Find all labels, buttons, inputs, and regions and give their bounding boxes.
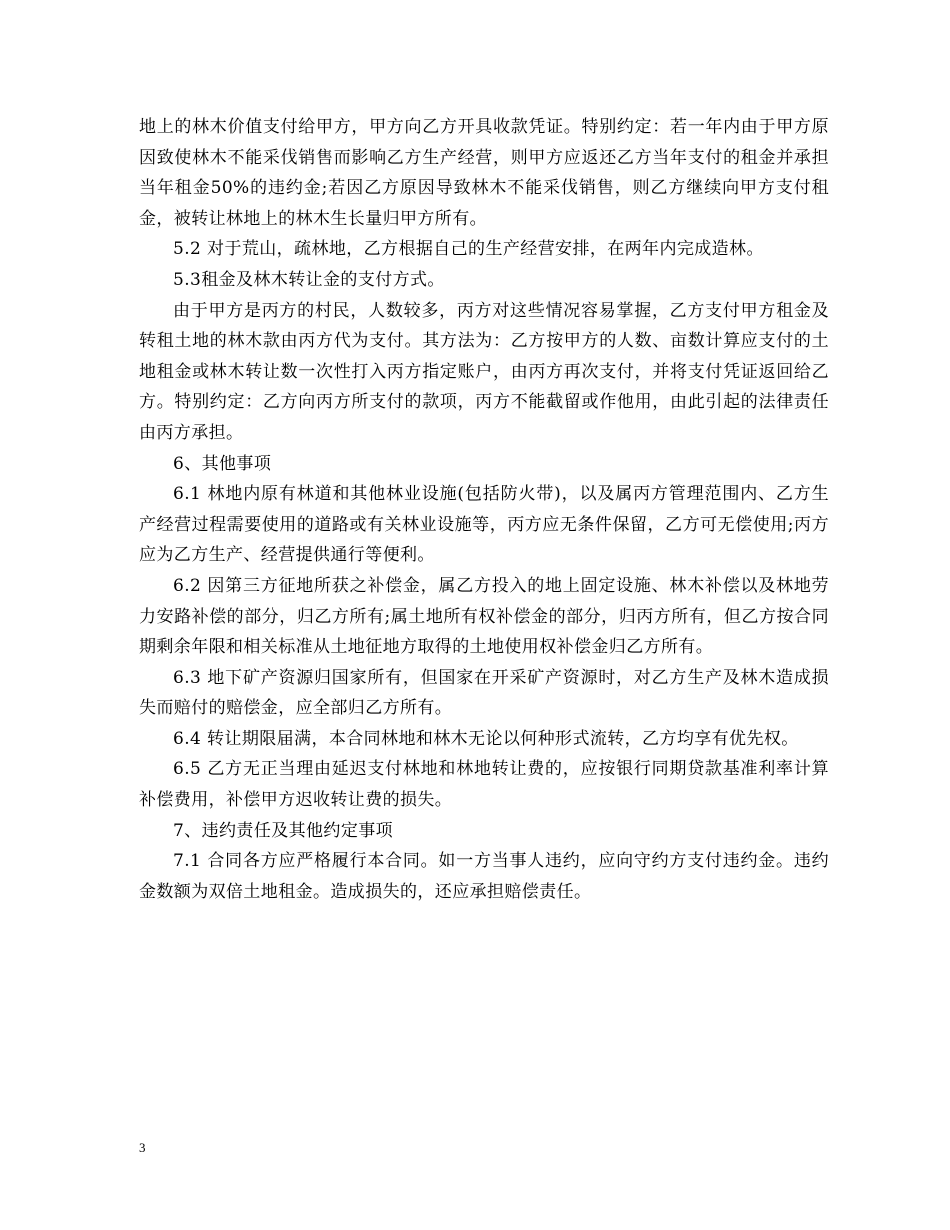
- clause-7-1: 7.1 合同各方应严格履行本合同。如一方当事人违约，应向守约方支付违约金。违约金数额为双倍土地租金。造成损失的，还应承担赔偿责任。: [139, 851, 829, 902]
- clause-5-3-body: 由于甲方是丙方的村民，人数较多，丙方对这些情况容易掌握，乙方支付甲方租金及转租土地的林木款由丙方代为支付。其方法为：乙方按甲方的人数、亩数计算应支付的土地租金或林木转让数一次性打入丙方指定账户，由丙方再次支付，并将支付凭证返回给乙方。特别约定：乙方向丙方所支付的款项，丙方不能截留或作他用，由此引起的法律责任由丙方承担。: [139, 300, 829, 443]
- clause-5-3: 5.3租金及林木转让金的支付方式。: [173, 269, 445, 290]
- clause-6-5: 6.5 乙方无正当理由延迟支付林地和林地转让费的，应按银行同期贷款基准利率计算补偿费用，补偿甲方迟收转让费的损失。: [139, 759, 829, 811]
- clause-6-2: 6.2 因第三方征地所获之补偿金，属乙方投入的地上固定设施、林木补偿以及林地劳力安路补偿的部分，归乙方所有;属土地所有权补偿金的部分，归丙方所有，但乙方按合同期剩余年限和相关标准从土地征地方取得的土地使用权补偿金归乙方所有。: [139, 575, 829, 658]
- clause-6-1: 6.1 林地内原有林道和其他林业设施(包括防火带)，以及属丙方管理范围内、乙方生产经营过程需要使用的道路或有关林业设施等，丙方应无条件保留，乙方可无偿使用;丙方应为乙方生产、经营提供通行等便利。: [139, 484, 829, 566]
- clause-6-3: 6.3 地下矿产资源归国家所有，但国家在开采矿产资源时，对乙方生产及林木造成损失而赔付的赔偿金，应全部归乙方所有。: [139, 667, 829, 719]
- page-number: 3: [139, 1140, 146, 1155]
- clause-5-2: 5.2 对于荒山，疏林地，乙方根据自己的生产经营安排，在两年内完成造林。: [173, 239, 764, 260]
- section-6-heading: 6、其他事项: [173, 453, 272, 474]
- paragraph-continuation: 地上的林木价值支付给甲方，甲方向乙方开具收款凭证。特别约定：若一年内由于甲方原因致使林木不能采伐销售而影响乙方生产经营，则甲方应返还乙方当年支付的租金并承担 当年租金50%的违约金;若因乙方原因导致林木不能采伐销售，则乙方继续向甲方支付租金，被转让林地上的林木生长量归甲方所有。: [139, 117, 829, 229]
- clause-6-4: 6.4 转让期限届满，本合同林地和林木无论以何种形式流转，乙方均享有优先权。: [173, 728, 799, 749]
- document-body: [139, 112, 829, 907]
- section-7-heading: 7、违约责任及其他约定事项: [173, 820, 394, 841]
